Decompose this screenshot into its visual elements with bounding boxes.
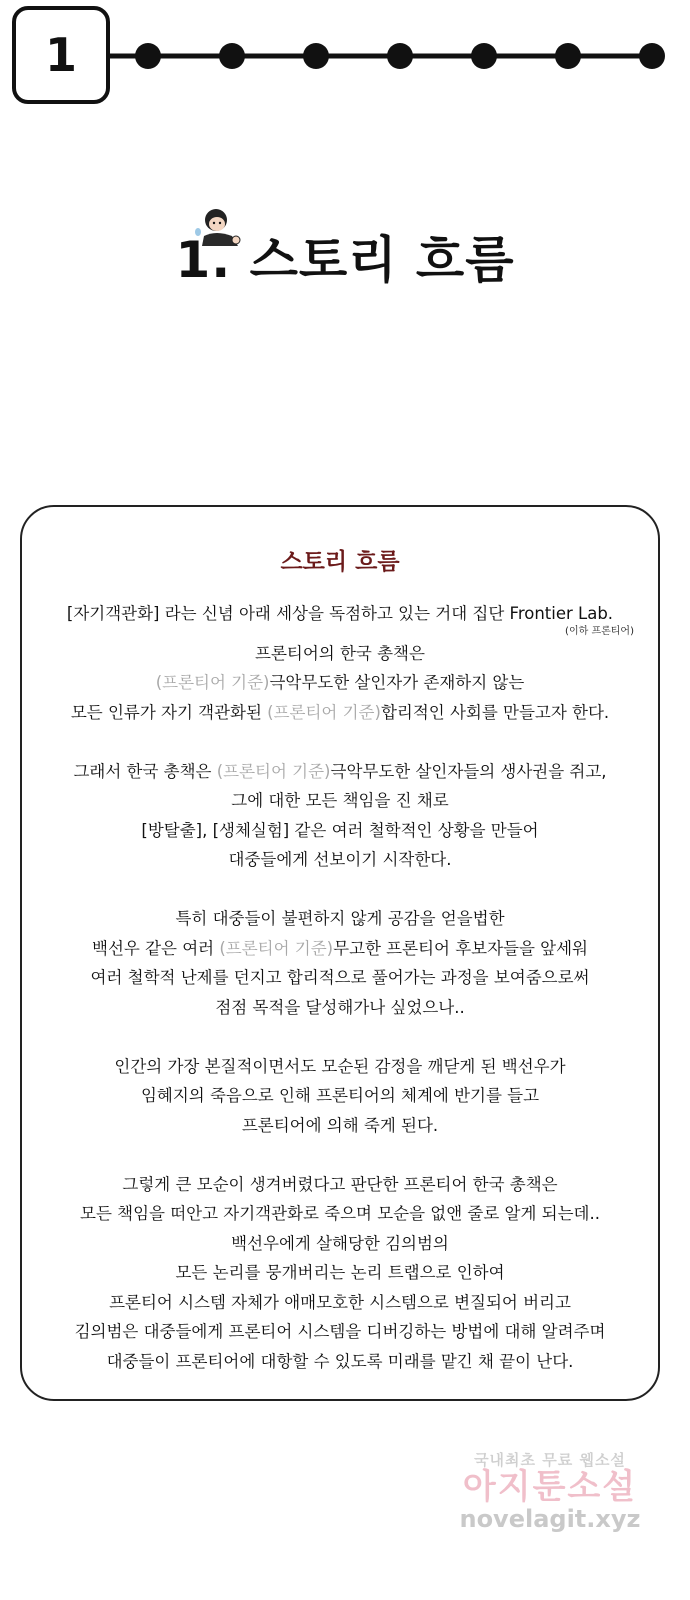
story-line: 모든 논리를 뭉개버리는 논리 트랩으로 인하여 (175, 1263, 505, 1282)
story-text: 극악무도한 살인자가 존재하지 않는 (269, 673, 525, 692)
timeline-dot (303, 43, 329, 69)
story-line: 특히 대중들이 불편하지 않게 공감을 얻을법한 (175, 909, 505, 928)
story-note: (프론티어 기준) (216, 761, 331, 781)
watermark (450, 1452, 650, 1532)
story-text: 백선우 같은 여러 (92, 938, 220, 958)
chapter-number-badge (12, 6, 110, 104)
story-text: 합리적인 사회를 만들고자 한다. (380, 702, 610, 722)
story-text: 무고한 프론티어 후보자들을 앞세워 (333, 938, 588, 958)
story-line: 김의범은 대중들에게 프론티어 시스템을 디버깅하는 방법에 대해 알려주며 (74, 1322, 606, 1341)
story-line: 임혜지의 죽음으로 인해 프론티어의 체계에 반기를 들고 (140, 1086, 540, 1105)
timeline-dot (639, 43, 665, 69)
story-note: (프론티어 기준) (267, 702, 381, 722)
story-box-heading: 스토리 흐름 (280, 549, 400, 575)
story-text: 극악무도한 살인자들의 생사권을 쥐고, (330, 761, 607, 781)
story-line: [자기객관화] 라는 신념 아래 세상을 독점하고 있는 거대 집단 Frontier Lab. (66, 604, 614, 623)
story-line: 점점 목적을 달성해가나 싶었으나.. (215, 997, 465, 1017)
story-flow-box (20, 505, 660, 1401)
story-line: 모든 책임을 떠안고 자기객관화로 죽으며 모순을 없앤 줄로 알게 되는데.. (80, 1204, 600, 1223)
story-box-body (22, 599, 658, 1376)
section-title-wrap (0, 220, 690, 292)
story-line: 백선우에게 살해당한 김의범의 (231, 1233, 449, 1253)
timeline-dot (387, 43, 413, 69)
story-line: 대중들에게 선보이기 시작한다. (228, 850, 452, 869)
story-line (22, 668, 658, 698)
story-text: 그래서 한국 총책은 (73, 761, 217, 781)
story-line: 그렇게 큰 모순이 생겨버렸다고 판단한 프론티어 한국 총책은 (122, 1174, 558, 1194)
chapter-number: 1 (44, 28, 77, 82)
story-line: 인간의 가장 본질적이면서도 모순된 감정을 깨닫게 된 백선우가 (114, 1056, 566, 1076)
story-line: 대중들이 프론티어에 대항할 수 있도록 미래를 맡긴 채 끝이 난다. (106, 1351, 574, 1371)
story-line: 프론티어의 한국 총책은 (255, 643, 425, 663)
timeline-dot (555, 43, 581, 69)
story-note-small: (이하 프론티어) (565, 625, 634, 637)
story-text: 모든 인류가 자기 객관화된 (70, 702, 268, 722)
story-line: 프론티어에 의해 죽게 된다. (241, 1115, 439, 1135)
timeline-dot (135, 43, 161, 69)
story-line: 프론티어 시스템 자체가 애매모호한 시스템으로 변질되어 버리고 (109, 1292, 571, 1312)
timeline-dot (219, 43, 245, 69)
watermark-line2: 아지툰소설 (462, 1466, 638, 1507)
story-line: 그에 대한 모든 책임을 진 채로 (231, 791, 449, 810)
watermark-line1: 국내최초 무료 웹소설 (474, 1451, 626, 1469)
story-line: 여러 철학적 난제를 던지고 합리적으로 풀어가는 과정을 보여줌으로써 (90, 968, 590, 987)
section-title: 1. 스토리 흐름 (175, 231, 515, 289)
story-line (22, 757, 658, 787)
timeline-dot (471, 43, 497, 69)
watermark-line3: novelagit.xyz (459, 1504, 641, 1533)
story-note: (프론티어 기준) (219, 938, 334, 958)
story-line: [방탈출], [생체실험] 같은 여러 철학적인 상황을 만들어 (141, 820, 539, 840)
story-note: (프론티어 기준) (155, 673, 270, 692)
story-line (22, 934, 658, 964)
story-line (22, 698, 658, 728)
